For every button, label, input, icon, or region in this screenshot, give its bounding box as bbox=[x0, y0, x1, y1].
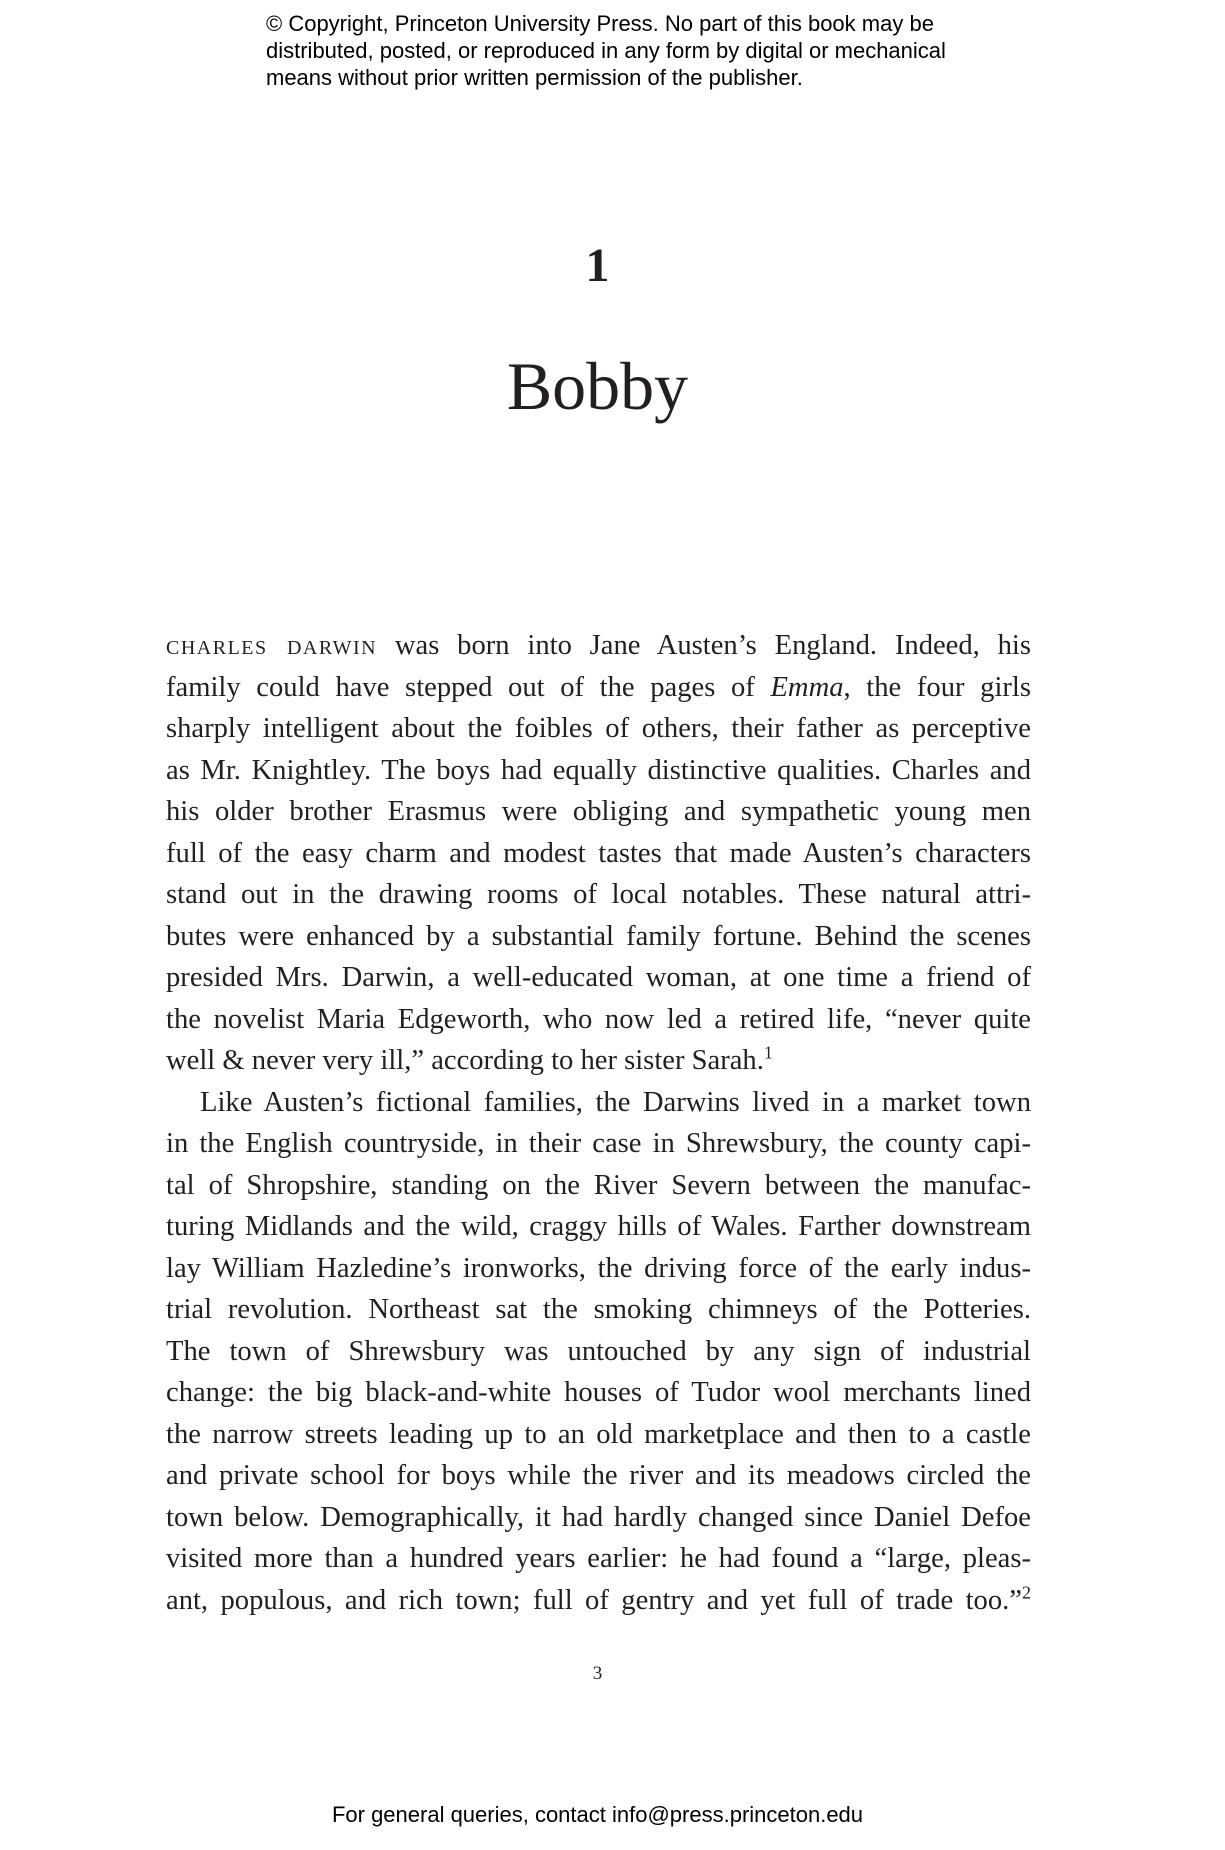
text-line: his older brother Erasmus were obliging and sympathetic young men bbox=[166, 796, 1031, 827]
copyright-line: means without prior written permission of the publisher. bbox=[266, 65, 803, 90]
text-line bbox=[166, 1580, 1031, 1622]
chapter-title: Bobby bbox=[506, 348, 689, 424]
copyright-line: © Copyright, Princeton University Press. No part of this book may be bbox=[266, 11, 934, 36]
text-fragment: family could have stepped out of the pages of bbox=[166, 671, 771, 703]
text-line: Like Austen’s fictional families, the Darwins lived in a market town bbox=[200, 1086, 1031, 1118]
body-text bbox=[166, 625, 1031, 1621]
text-line: town below. Demographically, it had hardly changed since Daniel Defoe bbox=[166, 1501, 1031, 1533]
text-line: the novelist Maria Edgeworth, who now led a retired life, “never quite bbox=[166, 1003, 1031, 1035]
text-line: the narrow streets leading up to an old marketplace and then to a castle bbox=[166, 1418, 1031, 1450]
text-line: presided Mrs. Darwin, a well-educated woman, at one time a friend of bbox=[166, 962, 1031, 993]
copyright-line: distributed, posted, or reproduced in any form by digital or mechanical bbox=[266, 38, 946, 63]
text-line: as Mr. Knightley. The boys had equally distinctive qualities. Charles and bbox=[166, 754, 1031, 786]
text-line: trial revolution. Northeast sat the smoking chimneys of the Potteries. bbox=[166, 1294, 1031, 1325]
text-line: sharply intelligent about the foibles of others, their father as perceptive bbox=[166, 713, 1031, 744]
book-title-emma: Emma bbox=[770, 671, 844, 703]
text-line: change: the big black-and-white houses of Tudor wool merchants lined bbox=[166, 1377, 1031, 1408]
chapter-number: 1 bbox=[585, 239, 610, 292]
text-line bbox=[166, 667, 1031, 709]
text-line: visited more than a hundred years earlier: he had found a “large, pleas- bbox=[166, 1543, 1031, 1574]
text-line: butes were enhanced by a substantial family fortune. Behind the scenes bbox=[166, 920, 1031, 952]
copyright-notice bbox=[266, 10, 1026, 91]
text-line: tal of Shropshire, standing on the River Severn between the manufac- bbox=[166, 1169, 1031, 1201]
text-fragment: well & never very ill,” according to her sister Sarah. bbox=[166, 1045, 764, 1076]
text-line: stand out in the drawing rooms of local notables. These natural attri- bbox=[166, 879, 1031, 910]
page-number: 3 bbox=[592, 1663, 603, 1684]
footnote-ref[interactable]: 1 bbox=[763, 1042, 773, 1063]
text-fragment: ant, populous, and rich town; full of gentry and yet full of trade too.” bbox=[166, 1584, 1022, 1616]
footnote-ref[interactable]: 2 bbox=[1022, 1581, 1031, 1602]
text-line: and private school for boys while the river and its meadows circled the bbox=[166, 1460, 1031, 1491]
text-line bbox=[166, 625, 1031, 667]
text-line: The town of Shrewsbury was untouched by any sign of industrial bbox=[166, 1335, 1031, 1367]
text-line: lay William Hazledine’s ironworks, the driving force of the early indus- bbox=[166, 1252, 1031, 1284]
text-line: in the English countryside, in their case in Shrewsbury, the county capi- bbox=[166, 1128, 1031, 1159]
footer-contact: For general queries, contact info@press.princeton.edu bbox=[331, 1802, 864, 1827]
text-fragment: was born into Jane Austen’s England. Indeed, his bbox=[377, 630, 1032, 661]
text-line: turing Midlands and the wild, craggy hills of Wales. Farther downstream bbox=[166, 1211, 1031, 1242]
text-fragment: , the four girls bbox=[843, 671, 1031, 703]
text-line: full of the easy charm and modest tastes that made Austen’s characters bbox=[166, 837, 1031, 869]
opening-smallcaps: charles darwin bbox=[166, 630, 378, 661]
text-line bbox=[166, 1040, 1031, 1082]
